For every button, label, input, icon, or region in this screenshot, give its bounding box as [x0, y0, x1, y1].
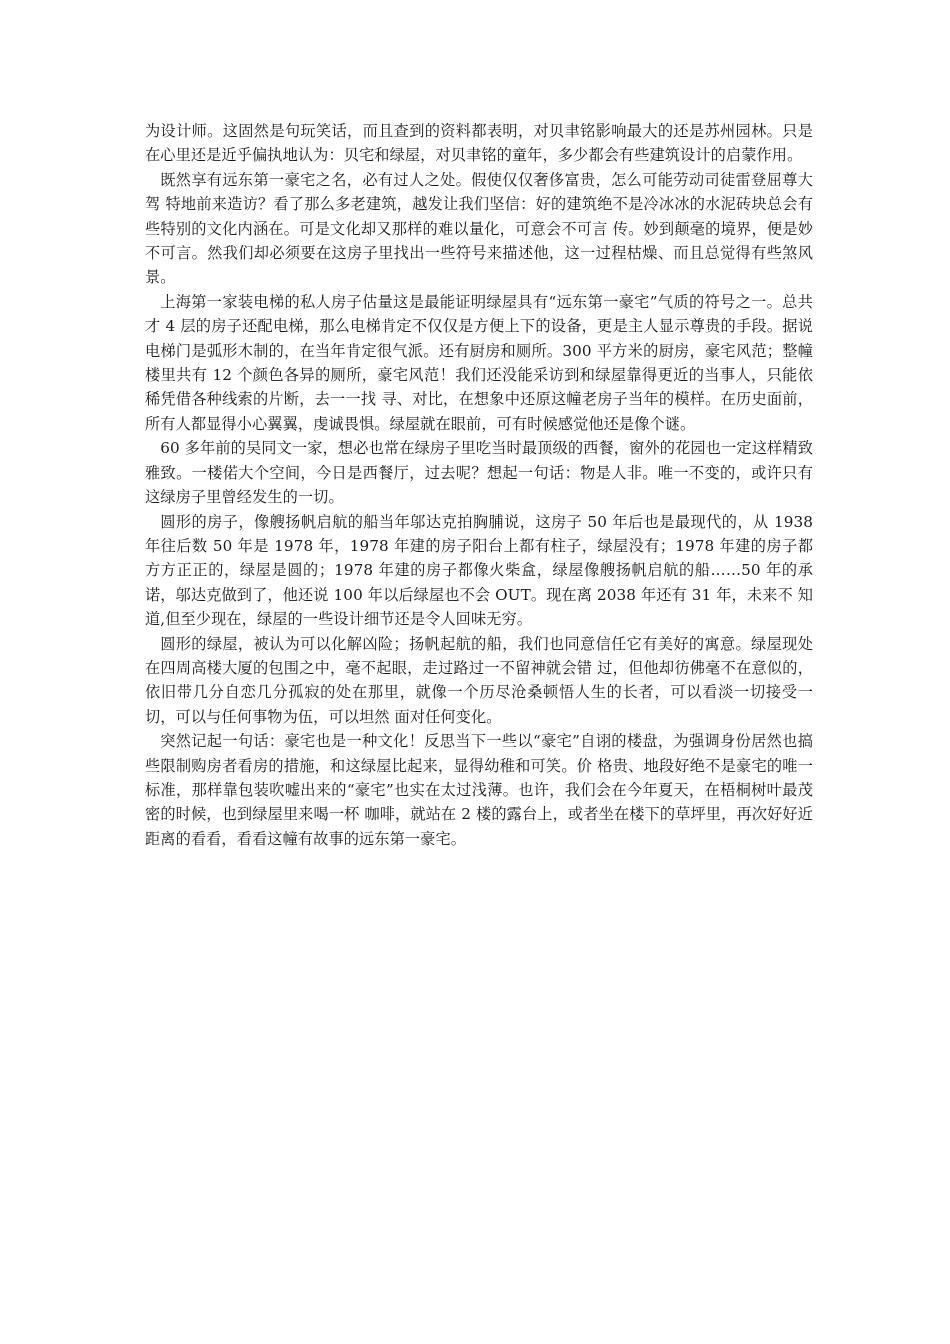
paragraph-7: 突然记起一句话：豪宅也是一种文化！反思当下一些以“豪宅”自诩的楼盘，为强调身份居然也搞些限制购房者看房的措施，和这绿屋比起来，显得幼稚和可笑。价 格贵、地段好绝不是豪宅的唯一标准，那样靠包装吹嘘出来的“豪宅”也实在太过浅薄。也许，我们会在今年夏天，在梧桐树叶最茂密的时候，也到绿屋里来喝一杯 咖啡，就站在 2 楼的露台上，或者坐在楼下的草坪里，再次好好近距离的看看，看看这幢有故事的远东第一豪宅。: [145, 732, 813, 848]
paragraph-6: 圆形的绿屋，被认为可以化解凶险；扬帆起航的船，我们也同意信任它有美好的寓意。绿屋现处在四周高楼大厦的包围之中，毫不起眼，走过路过一不留神就会错 过，但他却彷佛毫不在意似的，依旧带几分自恋几分孤寂的处在那里，就像一个历尽沧桑顿悟人生的长者，可以看淡一切接受一切，可以与任何事物为伍，可以坦然 面对任何变化。: [145, 634, 813, 726]
paragraph-3: 上海第一家装电梯的私人房子估量这是最能证明绿屋具有“远东第一豪宅”气质的符号之一。总共才 4 层的房子还配电梯，那么电梯肯定不仅仅是方便上下的设备，更是主人显示尊贵的手段。据说电梯门是弧形木制的，在当年肯定很气派。还有厨房和厕所。300 平方米的厨房，豪宅风范；整幢楼里共有 12 个颜色各异的厕所，豪宅风范！我们还没能采访到和绿屋靠得更近的当事人，只能依稀凭借各种线索的片断，去一一找 寻、对比，在想象中还原这幢老房子当年的模样。在历史面前，所有人都显得小心翼翼，虔诚畏惧。绿屋就在眼前，可有时候感觉他还是像个谜。: [145, 292, 813, 433]
document-body: [145, 119, 813, 851]
paragraph-4: 60 多年前的吴同文一家，想必也常在绿房子里吃当时最顶级的西餐，窗外的花园也一定这样精致雅致。一楼偌大个空间，今日是西餐厅，过去呢？想起一句话：物是人非。唯一不变的，或许只有这绿房子里曾经发生的一切。: [145, 439, 813, 507]
paragraph-2: 既然享有远东第一豪宅之名，必有过人之处。假使仅仅奢侈富贵，怎么可能劳动司徒雷登屈尊大驾 特地前来造访？看了那么多老建筑，越发让我们坚信：好的建筑绝不是冷冰冰的水泥砖块总会有些特别的文化内涵在。可是文化却又那样的难以量化，可意会不可言 传。妙到颠毫的境界，便是妙不可言。然我们却必须要在这房子里找出一些符号来描述他，这一过程枯燥、而且总觉得有些煞风景。: [145, 170, 813, 287]
paragraph-5: 圆形的房子，像艘扬帆启航的船当年邬达克拍胸脯说，这房子 50 年后也是最现代的，从 1938 年往后数 50 年是 1978 年，1978 年建的房子阳台上都有柱子，绿屋没有；1978 年建的房子都方方正正的，绿屋是圆的；1978 年建的房子都像火柴盒，绿屋像艘扬帆启航的船……50 年的承诺，邬达克做到了，他还说 100 年以后绿屋也不会 OUT。现在离 2038 年还有 31 年，未来不 知道,但至少现在，绿屋的一些设计细节还是令人回味无穷。: [145, 512, 813, 629]
paragraph-1: 为设计师。这固然是句玩笑话，而且查到的资料都表明，对贝聿铭影响最大的还是苏州园林。只是在心里还是近乎偏执地认为：贝宅和绿屋，对贝聿铭的童年，多少都会有些建筑设计的启蒙作用。: [145, 122, 813, 165]
